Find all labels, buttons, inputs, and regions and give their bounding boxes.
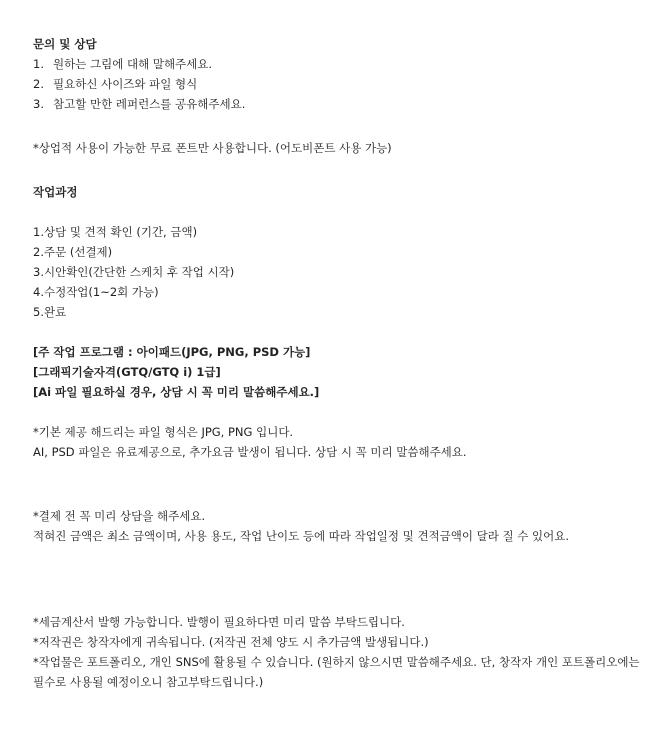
- list-item: [33, 54, 653, 74]
- item-text: 필요하신 사이즈와 파일 형식: [53, 77, 198, 91]
- process-heading: 작업과정: [33, 185, 78, 199]
- final-note: *작업물은 포트폴리오, 개인 SNS에 활용될 수 있습니다. (원하지 않으시면 말씀해주세요. 단, 창작자 개인 포트폴리오에는: [33, 655, 640, 669]
- process-step: 1.상담 및 견적 확인 (기간, 금액): [33, 225, 198, 239]
- item-number: 3.: [33, 97, 44, 111]
- document-body: [33, 34, 653, 692]
- item-number: 1.: [33, 57, 44, 71]
- process-step: 3.시안확인(간단한 스케치 후 작업 시작): [33, 265, 235, 279]
- item-number: 2.: [33, 77, 44, 91]
- program-line: [Ai 파일 필요하실 경우, 상담 시 꼭 미리 말씀해주세요.]: [33, 385, 320, 399]
- program-line: [그래픽기술자격(GTQ/GTQ i) 1급]: [33, 365, 221, 379]
- final-note: 필수로 사용될 예정이오니 참고부탁드립니다.): [33, 675, 264, 689]
- process-step: 2.주문 (선결제): [33, 245, 113, 259]
- inquiry-heading: 문의 및 상담: [33, 37, 97, 51]
- process-step: 5.완료: [33, 305, 67, 319]
- payment-note: *결제 전 꼭 미리 상담을 해주세요.: [33, 509, 206, 523]
- final-note: *저작권은 창작자에게 귀속됩니다. (저작권 전체 양도 시 추가금액 발생됩니다.): [33, 635, 429, 649]
- program-line: [주 작업 프로그램 : 아이패드(JPG, PNG, PSD 가능]: [33, 345, 311, 359]
- file-note: AI, PSD 파일은 유료제공으로, 추가요금 발생이 됩니다. 상담 시 꼭 미리 말씀해주세요.: [33, 445, 467, 459]
- payment-note: 적혀진 금액은 최소 금액이며, 사용 용도, 작업 난이도 등에 따라 작업일정 및 견적금액이 달라 질 수 있어요.: [33, 529, 570, 543]
- list-item: [33, 74, 653, 94]
- process-step: 4.수정작업(1~2회 가능): [33, 285, 159, 299]
- list-item: [33, 94, 653, 114]
- final-note: *세금계산서 발행 가능합니다. 발행이 필요하다면 미리 말씀 부탁드립니다.: [33, 615, 405, 629]
- item-text: 참고할 만한 레퍼런스를 공유해주세요.: [53, 97, 246, 111]
- file-note: *기본 제공 해드리는 파일 형식은 JPG, PNG 입니다.: [33, 425, 294, 439]
- font-note: *상업적 사용이 가능한 무료 폰트만 사용합니다. (어도비폰트 사용 가능): [33, 141, 392, 155]
- item-text: 원하는 그림에 대해 말해주세요.: [53, 57, 213, 71]
- inquiry-list: [33, 54, 653, 114]
